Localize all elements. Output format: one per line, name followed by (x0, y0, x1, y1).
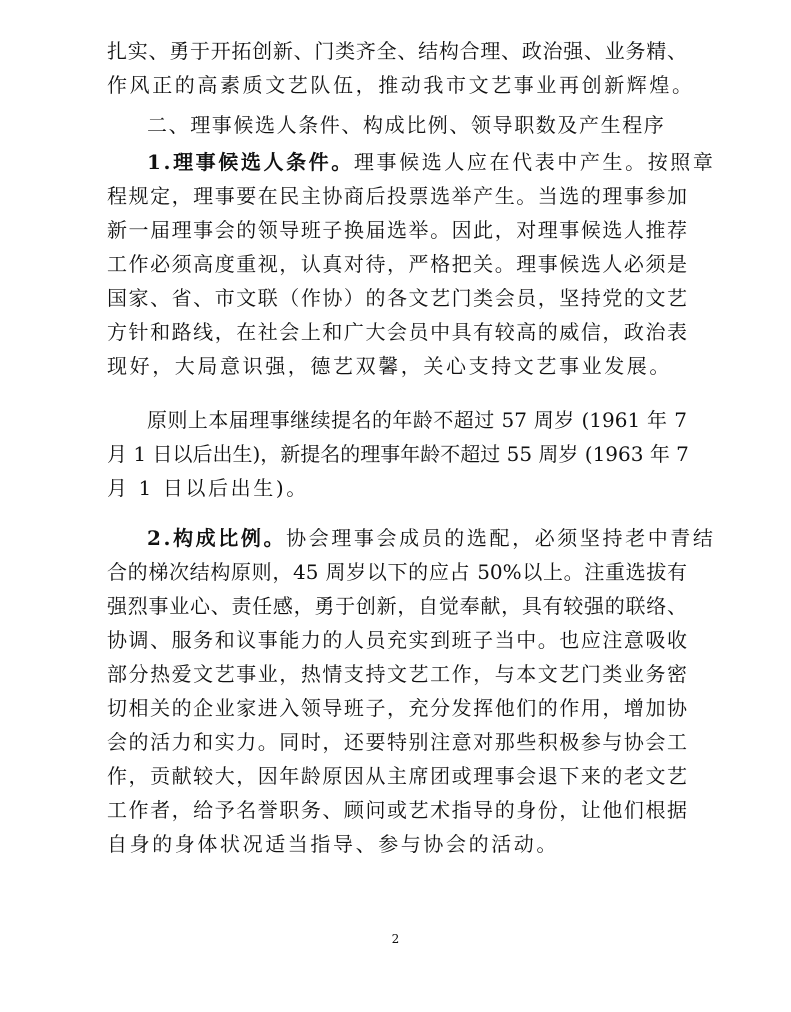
body-text-line: 自身的身体状况适当指导、参与协会的活动。 (107, 832, 559, 856)
paragraph-1-first-line (147, 145, 716, 179)
age-paragraph-line: 月 1 日以后出生)，新提名的理事年龄不超过 55 周岁 (1963 年 7 (107, 442, 689, 466)
body-text-line: 作风正的高素质文艺队伍，推动我市文艺事业再创新辉煌。 (107, 73, 695, 97)
body-text-line: 强烈事业心、责任感，勇于创新，自觉奉献，具有较强的联络、 (107, 594, 687, 618)
age-paragraph-line: 原则上本届理事继续提名的年龄不超过 57 周岁 (1961 年 7 (147, 408, 687, 432)
page-number: 2 (391, 932, 400, 946)
body-text-line: 扎实、勇于开拓创新、门类齐全、结构合理、政治强、业务精、 (107, 39, 687, 63)
body-text-line: 新一届理事会的领导班子换届选举。因此，对理事候选人推荐 (107, 218, 687, 242)
age-paragraph-line: 月 1 日以后出生)。 (107, 476, 309, 500)
part-1-first-line-text: 理事候选人应在代表中产生。按照章 (353, 150, 716, 174)
part-1-title: 1.理事候选人条件。 (147, 150, 354, 174)
part-2-first-line-text: 协会理事会成员的选配，必须坚持老中青结 (286, 526, 716, 550)
body-text-line: 国家、省、市文联（作协）的各文艺门类会员，坚持党的文艺 (107, 286, 687, 310)
section-heading: 二、理事候选人条件、构成比例、领导职数及产生程序 (147, 113, 666, 137)
body-text-line: 现好，大局意识强，德艺双馨，关心支持文艺事业发展。 (107, 354, 672, 378)
body-text-line: 工作必须高度重视，认真对待，严格把关。理事候选人必须是 (107, 252, 687, 276)
body-text-line: 工作者，给予名誉职务、顾问或艺术指导的身份，让他们根据 (107, 798, 687, 822)
body-text-line: 方针和路线，在社会上和广大会员中具有较高的威信，政治表 (107, 320, 687, 344)
body-text-line: 程规定，理事要在民主协商后投票选举产生。当选的理事参加 (107, 184, 687, 208)
body-text-line: 部分热爱文艺事业，热情支持文艺工作，与本文艺门类业务密 (107, 662, 687, 686)
body-text-line: 切相关的企业家进入领导班子，充分发挥他们的作用，增加协 (107, 696, 687, 720)
body-text-line: 会的活力和实力。同时，还要特别注意对那些积极参与协会工 (107, 730, 687, 754)
body-text-line: 协调、服务和议事能力的人员充实到班子当中。也应注意吸收 (107, 628, 687, 652)
paragraph-2-first-line (147, 521, 716, 555)
part-2-title: 2.构成比例。 (147, 526, 287, 550)
body-text-line: 作，贡献较大，因年龄原因从主席团或理事会退下来的老文艺 (107, 764, 687, 788)
body-text-line: 合的梯次结构原则，45 周岁以下的应占 50%以上。注重选拔有 (107, 560, 687, 584)
